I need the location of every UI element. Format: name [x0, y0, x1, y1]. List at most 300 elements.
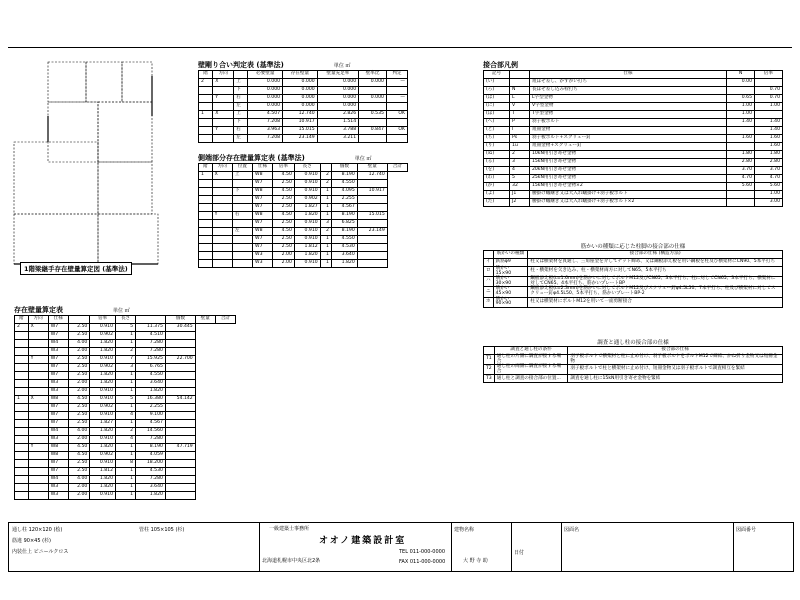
table-cell: W7 [253, 220, 273, 228]
table-row [15, 452, 236, 460]
table-cell [386, 87, 407, 95]
table-cell [165, 340, 195, 348]
table-cell: 2.255 [331, 196, 357, 204]
table-cell [15, 348, 29, 356]
table-cell: 上 [232, 172, 252, 180]
table-cell: 2.50 [273, 220, 295, 228]
table-cell [357, 260, 387, 268]
table-cell: 1 [116, 484, 136, 492]
table-cell: 0.910 [90, 396, 116, 404]
table-cell: (た) [484, 199, 510, 207]
table-cell: 1 [116, 444, 136, 452]
table-cell: W8 [253, 212, 273, 220]
table-cell: 1 [320, 236, 331, 244]
table-cell [359, 135, 387, 143]
table-cell: 通し柱と調査の接合部の位置... [494, 375, 568, 383]
table-cell: W3 [253, 252, 273, 260]
table-cell: 16.380 [136, 396, 166, 404]
table-cell [755, 111, 783, 119]
table-cell: W7 [48, 356, 68, 364]
table-row [484, 119, 783, 127]
table-cell: W7 [48, 372, 68, 380]
table-cell [15, 436, 29, 444]
table-row [15, 380, 236, 388]
table-cell [359, 119, 387, 127]
table-cell: 4.550 [331, 236, 357, 244]
existing-walls-title: 存在壁量算定表 [14, 306, 63, 314]
table-cell: 1.812 [90, 468, 116, 476]
table-cell: 左 [232, 228, 252, 236]
table-cell: V字型金物 [529, 103, 726, 111]
pillar-spec-table [483, 346, 783, 383]
table-cell: 1.00 [727, 103, 755, 111]
header-cell: 調査と通し柱の条件 [494, 347, 568, 355]
table-cell [28, 404, 48, 412]
table-cell: 柱又は横架材にボルトM12を用いて一面剪断接合 [528, 297, 783, 307]
table-cell [212, 196, 232, 204]
table-cell [727, 143, 755, 151]
table-cell: Y [213, 95, 234, 103]
table-cell: 3.70 [727, 167, 755, 175]
table-cell: V [510, 103, 530, 111]
table-cell: 右 [234, 95, 248, 103]
table-cell [232, 260, 252, 268]
edge-walls-section [198, 153, 410, 268]
table-row [15, 492, 236, 500]
table-cell: 0.910 [90, 492, 116, 500]
office-tel: TEL 011-000-0000 [399, 549, 446, 555]
table-cell [232, 204, 252, 212]
table-cell [28, 460, 48, 468]
table-cell [15, 388, 29, 396]
table-cell [15, 340, 29, 348]
table-cell: (ろ) [484, 87, 510, 95]
table-row [15, 484, 236, 492]
table-cell: 通し柱の両側に調査が接する場合 [494, 365, 568, 375]
existing-walls-section [14, 305, 236, 500]
table-cell: 2.50 [273, 244, 295, 252]
table-cell: 短冊金物 [529, 127, 726, 135]
table-cell: 1.60 [727, 135, 755, 143]
table-cell: 4.550 [331, 180, 357, 188]
table-cell [199, 260, 213, 268]
table-cell: 0.910 [90, 460, 116, 468]
table-row [15, 420, 236, 428]
table-cell: 4.510 [136, 332, 166, 340]
table-cell: 2 [15, 324, 29, 332]
table-cell: 1 [320, 260, 331, 268]
table-row [484, 199, 783, 207]
table-cell: 2 [116, 348, 136, 356]
header-cell: N [727, 71, 755, 79]
table-cell [165, 372, 195, 380]
table-cell: J2 [510, 199, 530, 207]
table-row [484, 375, 783, 383]
table-cell: 10kN用引き寄せ金物 [529, 151, 726, 159]
table-cell: 1.40 [727, 119, 755, 127]
table-cell: 1.827 [294, 204, 320, 212]
table-cell: 0.000 [283, 103, 318, 111]
table-cell: 腰掛け蟻継ぎ又は大入れ蟻掛け+羽子板ボルト×2 [529, 199, 726, 207]
table-cell [28, 388, 48, 396]
table-cell: イ [484, 259, 494, 267]
table-cell: 15.015 [283, 127, 318, 135]
table-cell: 0.000 [317, 87, 358, 95]
table-cell [28, 484, 48, 492]
table-cell: 左 [234, 135, 248, 143]
header-cell [320, 164, 331, 172]
table-cell: L [510, 95, 530, 103]
plan-caption: 1階梁継手存在壁量算定図 (基準法) [20, 262, 132, 275]
table-cell [165, 388, 195, 396]
table-cell: 1.827 [90, 420, 116, 428]
table-row [15, 460, 236, 468]
material-note-1: 通し柱 120×120 (桧) [12, 527, 63, 533]
header-cell: 接合部の仕様 [568, 347, 783, 355]
table-cell: 2.255 [136, 404, 166, 412]
floor-plan [6, 56, 166, 266]
table-cell: 15kN用引き寄せ金物×2 [529, 183, 726, 191]
table-cell: W3 [48, 484, 68, 492]
table-cell: 0.910 [294, 260, 320, 268]
table-cell: 2 [320, 172, 331, 180]
table-cell [727, 87, 755, 95]
table-cell: W4 [48, 428, 68, 436]
table-cell: 2.50 [273, 196, 295, 204]
table-cell: 1.820 [294, 252, 320, 260]
table-cell [212, 236, 232, 244]
header-cell: 仕様 [48, 316, 68, 324]
office-name: オオノ建築設計室 [319, 536, 407, 546]
table-cell: W3 [48, 380, 68, 388]
table-row [484, 297, 783, 307]
table-cell: 0.902 [294, 196, 320, 204]
table-cell: 0.000 [359, 95, 387, 103]
table-cell: 2.50 [68, 412, 90, 420]
table-cell: 4.00 [68, 476, 90, 484]
table-cell: 1.40 [755, 119, 783, 127]
table-cell [359, 87, 387, 95]
header-cell: 方向 [212, 164, 232, 172]
table-cell: W3 [48, 436, 68, 444]
table-cell [165, 404, 195, 412]
table-cell: T2 [484, 365, 495, 375]
table-cell: 1 [320, 244, 331, 252]
table-cell [357, 236, 387, 244]
table-cell: 3.00 [755, 199, 783, 207]
table-cell: 1 [15, 396, 29, 404]
table-cell: 5 [116, 396, 136, 404]
table-cell [386, 119, 407, 127]
table-cell: W8 [48, 444, 68, 452]
table-cell [213, 103, 234, 111]
header-cell [234, 71, 248, 79]
table-cell: W8 [253, 188, 273, 196]
table-cell [727, 199, 755, 207]
table-cell: 1.820 [331, 260, 357, 268]
table-cell: 1.00 [755, 191, 783, 199]
table-row [484, 127, 783, 135]
table-cell: 1.60 [755, 143, 783, 151]
table-cell: 上 [234, 79, 248, 87]
table-cell: 右 [234, 127, 248, 135]
table-row [15, 404, 236, 412]
header-cell: 接合部の仕様 (構造方法) [528, 251, 783, 259]
table-cell: 4.50 [273, 188, 295, 196]
table-cell: Y [28, 356, 48, 364]
header-cell [68, 316, 90, 324]
table-cell: W7 [48, 404, 68, 412]
edge-walls-title: 側端部分存在壁量算定表 (基準法) [198, 154, 305, 162]
table-cell: 7.280 [136, 476, 166, 484]
table-cell: 7 [116, 356, 136, 364]
header-cell: 方向 [213, 71, 234, 79]
material-notes [9, 523, 260, 571]
table-cell: 0.910 [90, 324, 116, 332]
designer-name: 大 野 寺 助 [463, 558, 488, 564]
table-cell [212, 188, 232, 196]
table-cell: 2.00 [68, 484, 90, 492]
table-cell: 1.820 [90, 380, 116, 388]
table-cell: T [510, 111, 530, 119]
material-note-2: 管柱 105×105 (杉) [139, 527, 185, 533]
table-cell [28, 452, 48, 460]
table-cell: W4 [48, 476, 68, 484]
table-cell [232, 220, 252, 228]
table-cell: 0.70 [755, 95, 783, 103]
header-cell: 壁量充足率 [317, 71, 358, 79]
table-cell: N [510, 87, 530, 95]
table-cell [28, 372, 48, 380]
table-cell: 54.142 [165, 396, 195, 404]
table-cell: 1.40 [755, 127, 783, 135]
table-cell: 47.719 [165, 444, 195, 452]
table-cell: 2.00 [68, 388, 90, 396]
table-cell [28, 340, 48, 348]
table-cell: 羽子板ボルトで横架材と柱に止め付け、羽子板ボルトをボルトM12で締結、かね折り金物又は短冊金物 [568, 355, 783, 365]
table-cell: W7 [253, 180, 273, 188]
header-cell: 筋かいの種類 [493, 251, 528, 259]
material-note-4: 内装仕上 ビニールクロス [12, 549, 69, 555]
table-cell: 0.910 [90, 412, 116, 420]
table-cell [165, 420, 195, 428]
table-cell: 柱・横架材を欠き込み、柱・横架材両方に対してN65、5本平打ち [528, 267, 783, 277]
table-cell: Y [213, 127, 234, 135]
table-cell: 2.50 [68, 460, 90, 468]
table-cell [165, 380, 195, 388]
table-cell [386, 135, 407, 143]
table-cell: 3.70 [755, 167, 783, 175]
table-cell: 0.70 [755, 87, 783, 95]
wall-balance-unit: 単位 ㎡ [333, 63, 351, 69]
table-cell [755, 79, 783, 87]
table-cell: 2.00 [273, 252, 295, 260]
table-cell: Y [28, 444, 48, 452]
header-row [199, 71, 408, 79]
table-cell [199, 87, 213, 95]
table-cell [28, 492, 48, 500]
header-cell: 仕様 [253, 164, 273, 172]
table-cell: 鉄筋φ9 [493, 259, 528, 267]
table-cell: 0.910 [294, 188, 320, 196]
edge-walls-table [198, 163, 408, 268]
table-cell: 3 [320, 220, 331, 228]
table-cell [28, 364, 48, 372]
table-cell: 1.820 [136, 388, 166, 396]
table-cell: 4.530 [136, 468, 166, 476]
table-cell: 4.50 [273, 228, 295, 236]
table-cell: 4.50 [273, 172, 295, 180]
table-cell: 1 [199, 172, 213, 180]
header-cell: 階 [199, 71, 213, 79]
table-row [484, 111, 783, 119]
table-cell [510, 79, 530, 87]
table-cell [15, 460, 29, 468]
table-cell [232, 236, 252, 244]
table-cell [165, 468, 195, 476]
table-cell: 4.567 [331, 204, 357, 212]
table-cell [199, 135, 213, 143]
table-row [199, 87, 408, 95]
table-cell: 8.190 [331, 228, 357, 236]
table-cell: W8 [48, 452, 68, 460]
table-cell: X [212, 172, 232, 180]
table-row [484, 87, 783, 95]
table-cell: 2.50 [68, 332, 90, 340]
table-cell: 1 [320, 188, 331, 196]
table-cell: 羽子板ボルト+スクリュー釘 [529, 135, 726, 143]
table-cell: (に) [484, 103, 510, 111]
table-cell: 22.700 [165, 356, 195, 364]
header-row [15, 316, 236, 324]
table-cell: ハ [484, 277, 494, 287]
table-cell [199, 244, 213, 252]
pillar-spec-section [483, 338, 783, 383]
table-row [199, 180, 408, 188]
table-row [484, 143, 783, 151]
table-row [15, 436, 236, 444]
table-cell: 15kN用引き寄せ金物 [529, 159, 726, 167]
table-cell: 0.535 [359, 111, 387, 119]
header-cell: 壁量 [357, 164, 387, 172]
table-cell [15, 332, 29, 340]
table-cell [165, 492, 195, 500]
table-cell: 1.00 [727, 111, 755, 119]
project-cell [451, 523, 512, 571]
table-cell: 0.000 [317, 103, 358, 111]
table-cell [199, 228, 213, 236]
table-cell: 1 [116, 420, 136, 428]
table-cell: (よ) [484, 191, 510, 199]
header-cell: 壁率比 [359, 71, 387, 79]
table-cell: 4.50 [68, 396, 90, 404]
table-cell: 筋かい 90×90 [493, 297, 528, 307]
table-cell: 0.847 [359, 127, 387, 135]
table-cell: 12.740 [283, 111, 318, 119]
table-cell: 1.820 [90, 444, 116, 452]
table-cell [15, 428, 29, 436]
table-cell: 2.50 [273, 204, 295, 212]
table-cell: 1 [116, 476, 136, 484]
table-cell [15, 420, 29, 428]
office-address: 北海道札幌市中央区北2条 [262, 558, 321, 564]
table-cell: 1.820 [90, 348, 116, 356]
header-cell: 必要壁量 [248, 71, 283, 79]
table-cell: 18.200 [136, 460, 166, 468]
table-cell: 3.211 [317, 135, 358, 143]
table-cell: X [28, 324, 48, 332]
table-cell [727, 127, 755, 135]
table-cell: 0.910 [294, 172, 320, 180]
table-cell: 1 [320, 204, 331, 212]
table-cell [232, 180, 252, 188]
table-cell: 0.000 [283, 95, 318, 103]
table-row [15, 364, 236, 372]
table-row [15, 396, 236, 404]
table-cell: 0.910 [90, 388, 116, 396]
wall-balance-table [198, 70, 408, 143]
header-cell: 仕様 [529, 71, 726, 79]
table-cell: 0.902 [90, 332, 116, 340]
header-cell [510, 71, 530, 79]
brace-spec-table [483, 250, 783, 308]
table-cell: 1 [116, 372, 136, 380]
table-cell: W8 [48, 396, 68, 404]
brace-spec-title: 筋かいの種類に応じた柱脚の接合部の仕様 [580, 244, 686, 250]
table-cell: ホ [484, 297, 494, 307]
date-cell [511, 523, 562, 571]
table-cell [357, 204, 387, 212]
table-cell: X [213, 111, 234, 119]
table-cell: 2.50 [68, 356, 90, 364]
drawing-name-cell [561, 523, 734, 571]
table-cell: 左 [234, 103, 248, 111]
table-cell: 1 [199, 111, 213, 119]
table-cell: (ほ) [484, 111, 510, 119]
table-cell: 3.640 [136, 484, 166, 492]
header-cell: 個数 [165, 316, 195, 324]
table-cell: 1 [116, 340, 136, 348]
table-cell [15, 412, 29, 420]
table-cell: (へ) [484, 119, 510, 127]
table-cell: 長ほぞ差し込み栓打ち [529, 87, 726, 95]
table-cell: 8.190 [331, 212, 357, 220]
table-cell: 3.640 [331, 252, 357, 260]
header-cell: 長さ [116, 316, 136, 324]
table-cell: 23.149 [357, 228, 387, 236]
table-row [199, 244, 408, 252]
table-cell [15, 364, 29, 372]
table-cell: 11.375 [136, 324, 166, 332]
table-cell [199, 196, 213, 204]
table-cell: 1.820 [90, 428, 116, 436]
table-cell: 0.65 [727, 95, 755, 103]
header-cell: 合計 [215, 316, 235, 324]
table-cell: 2 [320, 180, 331, 188]
table-row [15, 356, 236, 364]
table-cell: 短ほぞ差し、かすがい打ち [529, 79, 726, 87]
table-cell: 下 [234, 87, 248, 95]
header-cell: 倍率 [273, 164, 295, 172]
table-cell: W4 [48, 340, 68, 348]
table-cell: 23.149 [283, 135, 318, 143]
table-cell [212, 252, 232, 260]
table-cell [15, 404, 29, 412]
table-cell: (ち) [484, 135, 510, 143]
header-cell: 判定 [386, 71, 407, 79]
date-label: 日付 [514, 550, 525, 556]
table-cell: T3 [484, 375, 495, 383]
